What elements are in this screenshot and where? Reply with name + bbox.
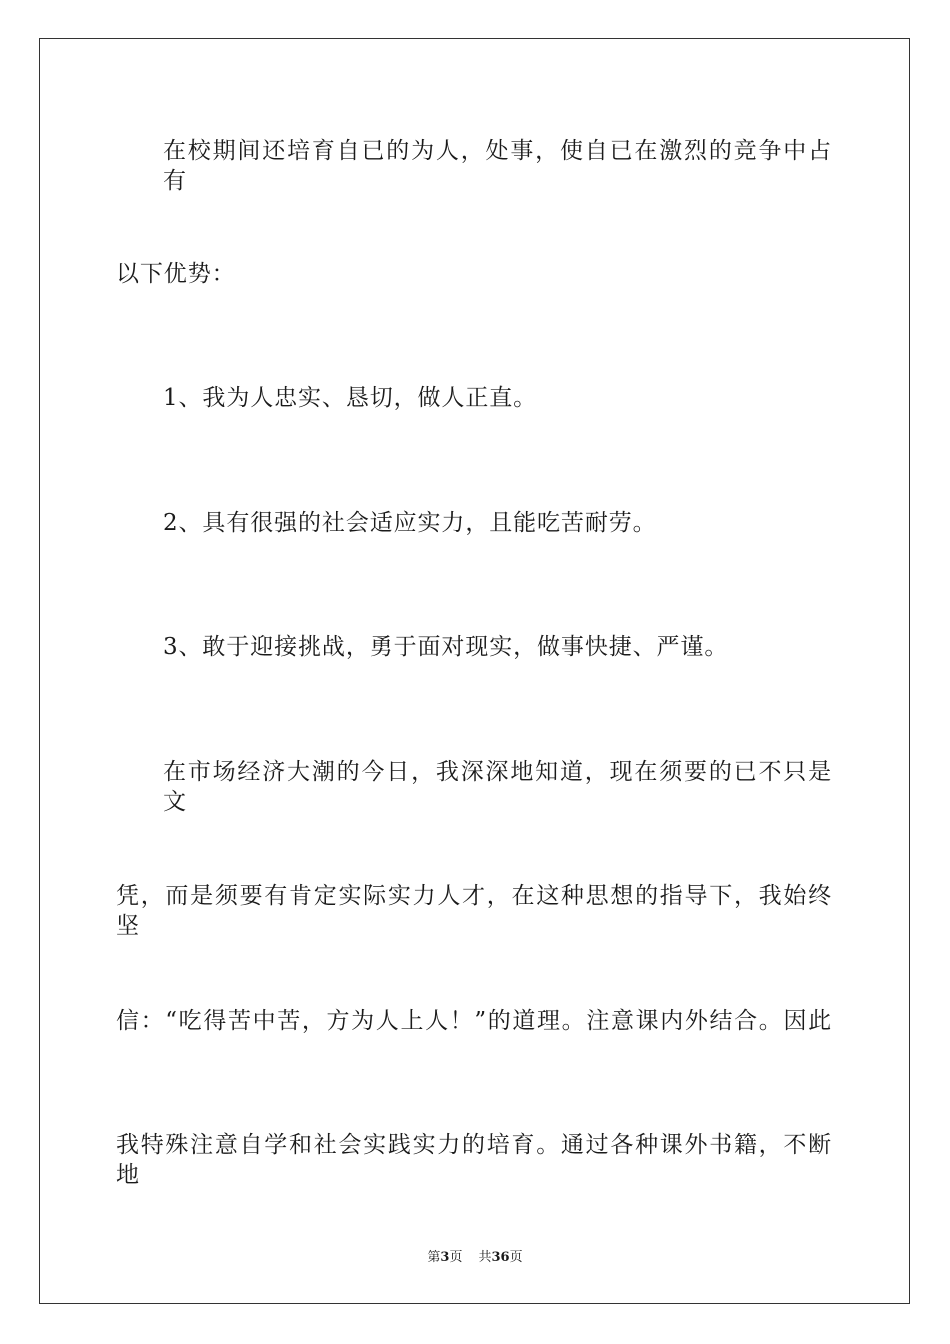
footer-page-prefix: 第 (427, 1250, 441, 1265)
paragraph-line-2: 以下优势： (116, 261, 236, 287)
footer-page-number: 3 (440, 1250, 450, 1265)
list-item-2: 2、具有很强的社会适应实力，且能吃苦耐劳。 (163, 510, 657, 536)
footer-total-suffix: 页 (509, 1250, 523, 1265)
list-item-3: 3、敢于迎接挑战，勇于面对现实，做事快捷、严谨。 (163, 634, 729, 660)
footer-total-prefix: 共 (478, 1250, 492, 1265)
page-border (39, 38, 910, 1304)
paragraph-line-1: 在校期间还培育自已的为人，处事，使自已在激烈的竞争中占有 (163, 138, 832, 194)
footer-total-pages: 36 (491, 1250, 510, 1265)
page-footer (0, 1249, 950, 1267)
paragraph-line-3: 在市场经济大潮的今日，我深深地知道，现在须要的已不只是文 (163, 759, 832, 815)
paragraph-line-5: 信：“吃得苦中苦，方为人上人！”的道理。注意课内外结合。因此 (116, 1008, 832, 1034)
paragraph-line-4: 凭，而是须要有肯定实际实力人才，在这种思想的指导下，我始终坚 (116, 883, 832, 939)
paragraph-line-6: 我特殊注意自学和社会实践实力的培育。通过各种课外书籍，不断地 (116, 1132, 832, 1188)
footer-page-suffix: 页 (449, 1250, 463, 1265)
list-item-1: 1、我为人忠实、恳切，做人正直。 (163, 385, 538, 411)
